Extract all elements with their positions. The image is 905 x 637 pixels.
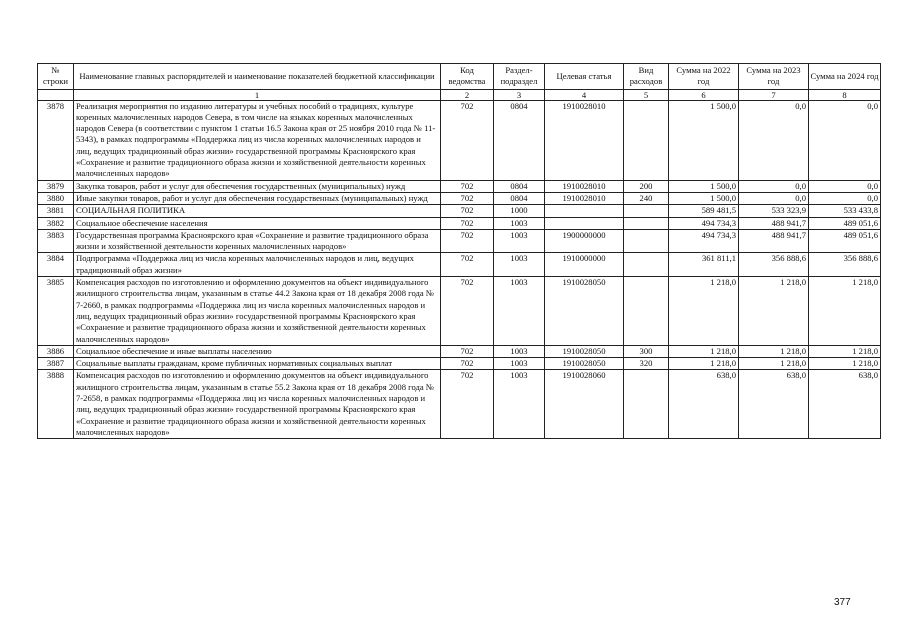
target-article-cell: [545, 217, 624, 229]
sum-2023-cell: 0,0: [739, 192, 809, 204]
section-cell: 0804: [494, 180, 545, 192]
sum-2022-cell: 494 734,3: [669, 229, 739, 253]
dept-code-cell: 702: [441, 277, 494, 346]
section-cell: 1003: [494, 345, 545, 357]
sum-2023-cell: 488 941,7: [739, 217, 809, 229]
sum-2022-cell: 1 500,0: [669, 192, 739, 204]
table-row: [38, 277, 881, 346]
row-number-cell: 3883: [38, 229, 74, 253]
row-number-cell: 3884: [38, 253, 74, 277]
row-name-cell: Государственная программа Красноярского края «Сохранение и развитие традиционного образа жизни и хозяйственной деятельности коренных малочисленных народов»: [74, 229, 441, 253]
header-sum-2022: Сумма на 2022 год: [669, 64, 739, 90]
dept-code-cell: 702: [441, 253, 494, 277]
sum-2024-cell: 0,0: [809, 100, 881, 180]
sum-2024-cell: 638,0: [809, 370, 881, 439]
header-name: Наименование главных распорядителей и наименование показателей бюджетной классификации: [74, 64, 441, 90]
header-sum-2024: Сумма на 2024 год: [809, 64, 881, 90]
sum-2022-cell: 638,0: [669, 370, 739, 439]
dept-code-cell: 702: [441, 217, 494, 229]
table-row: [38, 345, 881, 357]
sum-2023-cell: 638,0: [739, 370, 809, 439]
sum-2023-cell: 533 323,9: [739, 205, 809, 217]
dept-code-cell: 702: [441, 100, 494, 180]
column-number: 6: [669, 89, 739, 100]
sum-2022-cell: 589 481,5: [669, 205, 739, 217]
column-number: 5: [624, 89, 669, 100]
sum-2023-cell: 356 888,6: [739, 253, 809, 277]
header-dept-code: Код ведомства: [441, 64, 494, 90]
section-cell: 1003: [494, 253, 545, 277]
column-number: 3: [494, 89, 545, 100]
header-row-no: № строки: [38, 64, 74, 90]
sum-2022-cell: 1 218,0: [669, 277, 739, 346]
expense-type-cell: 240: [624, 192, 669, 204]
sum-2024-cell: 533 433,8: [809, 205, 881, 217]
sum-2022-cell: 1 218,0: [669, 358, 739, 370]
target-article-cell: 1910028010: [545, 192, 624, 204]
table-row: [38, 100, 881, 180]
table-row: [38, 217, 881, 229]
table-row: [38, 370, 881, 439]
sum-2024-cell: 489 051,6: [809, 229, 881, 253]
column-number: 8: [809, 89, 881, 100]
row-name-cell: СОЦИАЛЬНАЯ ПОЛИТИКА: [74, 205, 441, 217]
section-cell: 0804: [494, 100, 545, 180]
expense-type-cell: [624, 229, 669, 253]
target-article-cell: 1910000000: [545, 253, 624, 277]
row-name-cell: Реализация мероприятия по изданию литературы и учебных пособий о традициях, культуре коренных малочисленных народов Севера, в том числе на языках коренных малочисленных народов Севера (в соответствии с пунктом 1 статьи 16.5 Закона края от 25 ноября 2010 года № 11-5343), в рамках подпрограммы «Поддержка лиц из числа коренных малочисленных народов и лиц, ведущих традиционный образ жизни» государственной программы Красноярского края «Сохранение и развитие традиционного образа жизни и хозяйственной деятельности коренных малочисленных народов»: [74, 100, 441, 180]
sum-2024-cell: 489 051,6: [809, 217, 881, 229]
table-header: [38, 64, 881, 101]
column-numbers-row: [38, 89, 881, 100]
expense-type-cell: [624, 100, 669, 180]
row-number-cell: 3887: [38, 358, 74, 370]
sum-2023-cell: 0,0: [739, 100, 809, 180]
sum-2024-cell: 1 218,0: [809, 358, 881, 370]
sum-2023-cell: 488 941,7: [739, 229, 809, 253]
expense-type-cell: [624, 253, 669, 277]
dept-code-cell: 702: [441, 229, 494, 253]
expense-type-cell: 300: [624, 345, 669, 357]
column-number: 2: [441, 89, 494, 100]
sum-2024-cell: 1 218,0: [809, 345, 881, 357]
sum-2024-cell: 0,0: [809, 180, 881, 192]
target-article-cell: 1910028050: [545, 277, 624, 346]
expense-type-cell: 320: [624, 358, 669, 370]
table-row: [38, 192, 881, 204]
expense-type-cell: [624, 277, 669, 346]
header-expense-type: Вид расходов: [624, 64, 669, 90]
section-cell: 0804: [494, 192, 545, 204]
sum-2023-cell: 1 218,0: [739, 277, 809, 346]
sum-2022-cell: 494 734,3: [669, 217, 739, 229]
header-target: Целевая статья: [545, 64, 624, 90]
sum-2022-cell: 1 500,0: [669, 180, 739, 192]
row-number-cell: 3880: [38, 192, 74, 204]
section-cell: 1003: [494, 229, 545, 253]
expense-type-cell: [624, 217, 669, 229]
row-name-cell: Подпрограмма «Поддержка лиц из числа коренных малочисленных народов и лиц, ведущих традиционный образ жизни»: [74, 253, 441, 277]
sum-2023-cell: 0,0: [739, 180, 809, 192]
target-article-cell: 1910028060: [545, 370, 624, 439]
dept-code-cell: 702: [441, 180, 494, 192]
target-article-cell: [545, 205, 624, 217]
section-cell: 1003: [494, 217, 545, 229]
section-cell: 1003: [494, 277, 545, 346]
dept-code-cell: 702: [441, 205, 494, 217]
section-cell: 1003: [494, 370, 545, 439]
table-body: [38, 100, 881, 439]
column-number: [38, 89, 74, 100]
row-number-cell: 3881: [38, 205, 74, 217]
row-number-cell: 3885: [38, 277, 74, 346]
table-row: [38, 205, 881, 217]
target-article-cell: 1910028050: [545, 358, 624, 370]
target-article-cell: 1910028010: [545, 180, 624, 192]
sum-2024-cell: 1 218,0: [809, 277, 881, 346]
header-section: Раздел-подраздел: [494, 64, 545, 90]
dept-code-cell: 702: [441, 345, 494, 357]
row-number-cell: 3882: [38, 217, 74, 229]
expense-type-cell: [624, 205, 669, 217]
target-article-cell: 1910028010: [545, 100, 624, 180]
table-row: [38, 253, 881, 277]
dept-code-cell: 702: [441, 358, 494, 370]
sum-2024-cell: 356 888,6: [809, 253, 881, 277]
sum-2024-cell: 0,0: [809, 192, 881, 204]
row-name-cell: Компенсация расходов по изготовлению и оформлению документов на объект индивидуального жилищного строительства лицам, указанным в статье 44.2 Закона края от 18 декабря 2008 года № 7-2660, в рамках подпрограммы «Поддержка лиц из числа коренных малочисленных народов и лиц, ведущих традиционный образ жизни» государственной программы Красноярского края «Сохранение и развитие традиционного образа жизни и хозяйственной деятельности коренных малочисленных народов»: [74, 277, 441, 346]
table-row: [38, 229, 881, 253]
sum-2022-cell: 361 811,1: [669, 253, 739, 277]
budget-table: [37, 63, 881, 439]
sum-2023-cell: 1 218,0: [739, 345, 809, 357]
page-number: 377: [834, 597, 851, 608]
table-row: [38, 358, 881, 370]
target-article-cell: 1900000000: [545, 229, 624, 253]
sum-2022-cell: 1 218,0: [669, 345, 739, 357]
section-cell: 1000: [494, 205, 545, 217]
row-number-cell: 3886: [38, 345, 74, 357]
row-number-cell: 3878: [38, 100, 74, 180]
row-name-cell: Компенсация расходов по изготовлению и оформлению документов на объект индивидуального жилищного строительства лицам, указанным в статье 55.2 Закона края от 18 декабря 2008 года № 7-2658, в рамках подпрограммы «Поддержка лиц из числа коренных малочисленных народов и лиц, ведущих традиционный образ жизни» государственной программы Красноярского края «Сохранение и развитие традиционного образа жизни и хозяйственной деятельности коренных малочисленных народов»: [74, 370, 441, 439]
expense-type-cell: [624, 370, 669, 439]
row-name-cell: Социальное обеспечение населения: [74, 217, 441, 229]
column-number: 7: [739, 89, 809, 100]
row-name-cell: Иные закупки товаров, работ и услуг для обеспечения государственных (муниципальных) нужд: [74, 192, 441, 204]
dept-code-cell: 702: [441, 370, 494, 439]
row-name-cell: Социальные выплаты гражданам, кроме публичных нормативных социальных выплат: [74, 358, 441, 370]
dept-code-cell: 702: [441, 192, 494, 204]
table-row: [38, 180, 881, 192]
sum-2022-cell: 1 500,0: [669, 100, 739, 180]
target-article-cell: 1910028050: [545, 345, 624, 357]
column-number: 1: [74, 89, 441, 100]
row-number-cell: 3879: [38, 180, 74, 192]
section-cell: 1003: [494, 358, 545, 370]
header-sum-2023: Сумма на 2023 год: [739, 64, 809, 90]
row-name-cell: Закупка товаров, работ и услуг для обеспечения государственных (муниципальных) нужд: [74, 180, 441, 192]
row-name-cell: Социальное обеспечение и иные выплаты населению: [74, 345, 441, 357]
column-number: 4: [545, 89, 624, 100]
row-number-cell: 3888: [38, 370, 74, 439]
sum-2023-cell: 1 218,0: [739, 358, 809, 370]
expense-type-cell: 200: [624, 180, 669, 192]
